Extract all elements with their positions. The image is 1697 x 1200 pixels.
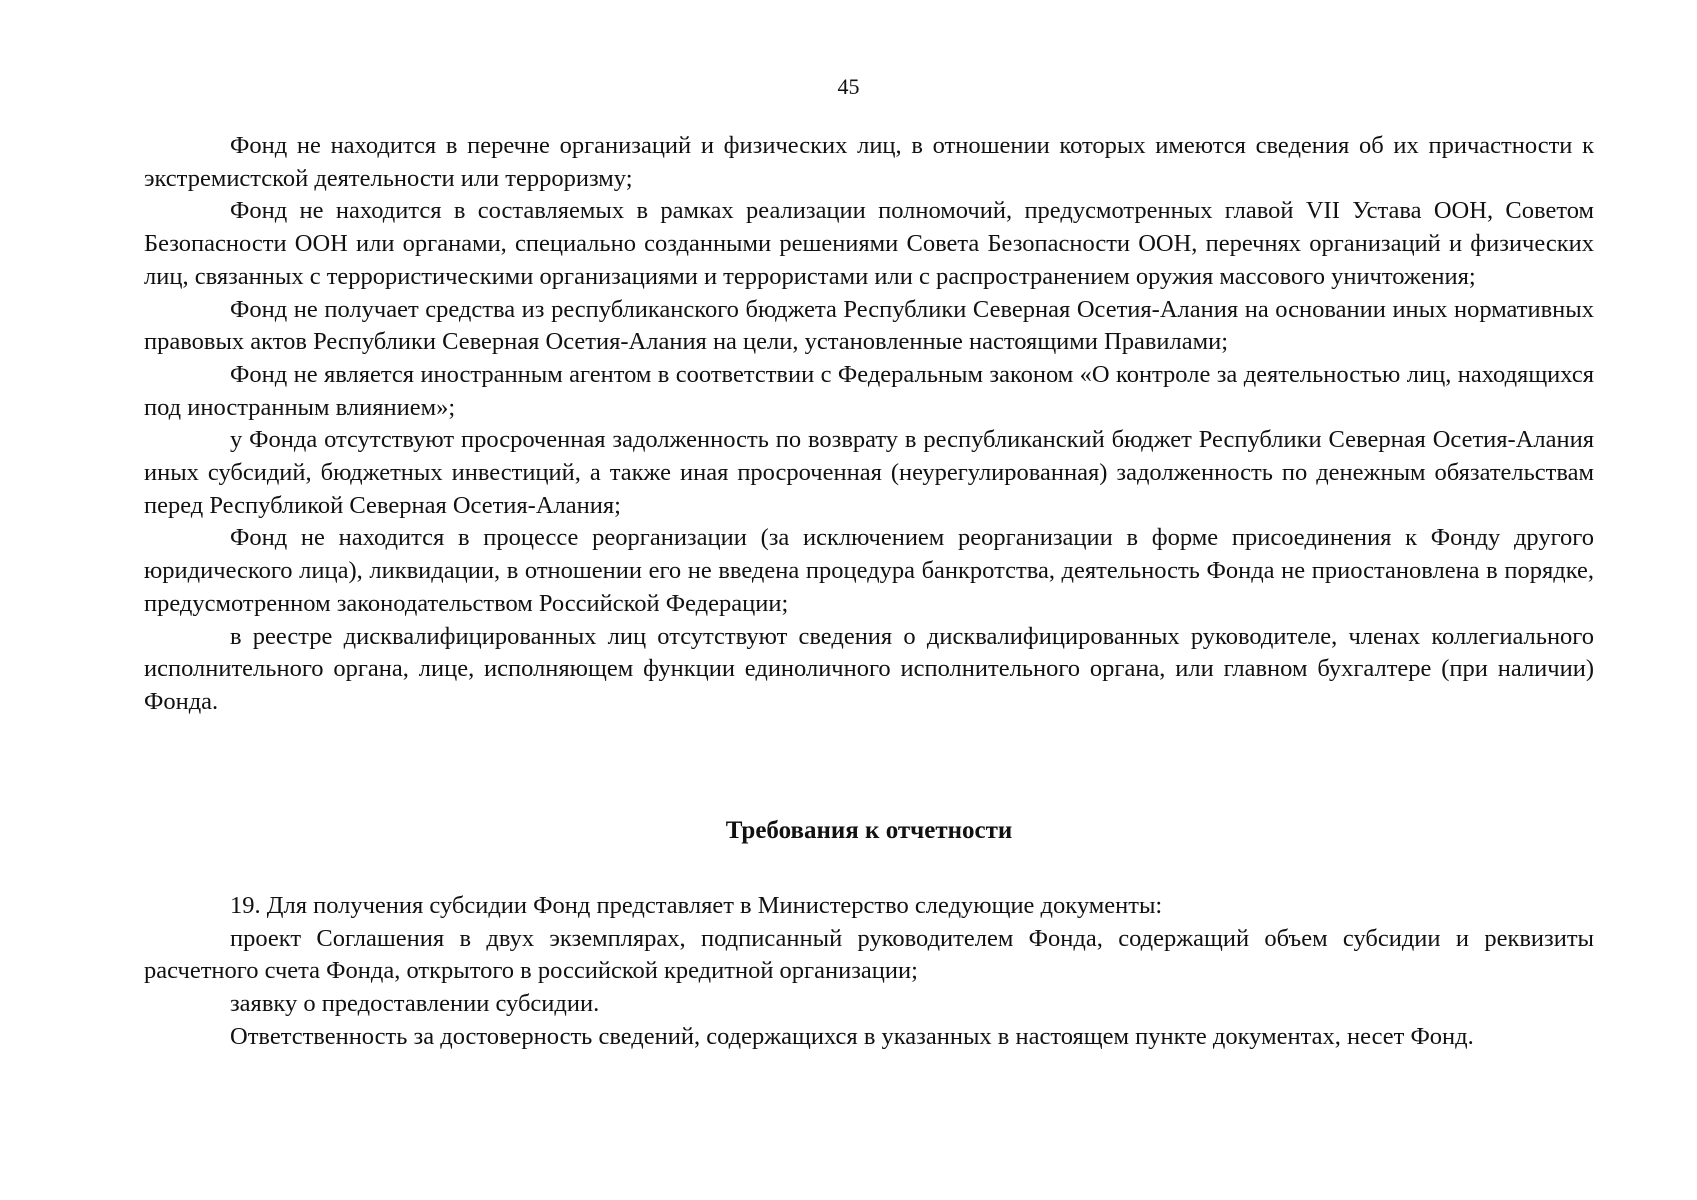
paragraph: Фонд не находится в составляемых в рамках реализации полномочий, предусмотренных главой VII Устава ООН, Советом Безопасности ООН или органами, специально созданными решениями Совета Безопасности ООН, перечнях организаций и физических лиц, связанных с террористическими организациями и террористами или с распространением оружия массового уничтожения; <box>144 197 1594 290</box>
paragraph: проект Соглашения в двух экземплярах, подписанный руководителем Фонда, содержащий объем субсидии и реквизиты расчетного счета Фонда, открытого в российской кредитной организации; <box>144 924 1594 985</box>
paragraph: у Фонда отсутствуют просроченная задолженность по возврату в республиканский бюджет Республики Северная Осетия-Алания иных субсидий, бюджетных инвестиций, а также иная просроченная (неурегулированная) задолженность по денежным обязательствам перед Республикой Северная Осетия-Алания; <box>144 426 1594 519</box>
page-number: 45 <box>837 74 860 99</box>
paragraph: в реестре дисквалифицированных лиц отсутствуют сведения о дисквалифицированных руководителе, членах коллегиального исполнительного органа, лице, исполняющем функции единоличного исполнительного органа, или главном бухгалтере (при наличии) Фонда. <box>144 622 1594 715</box>
paragraph: 19. Для получения субсидии Фонд представляет в Министерство следующие документы: <box>230 892 1163 919</box>
text-block-reporting <box>144 890 1594 1054</box>
paragraph: заявку о предоставлении субсидии. <box>230 990 600 1018</box>
paragraph: Фонд не является иностранным агентом в соответствии с Федеральным законом «О контроле за деятельностью лиц, находящихся под иностранным влиянием»; <box>144 360 1594 421</box>
paragraph: Фонд не находится в перечне организаций и физических лиц, в отношении которых имеются сведения об их причастности к экстремистской деятельности или терроризму; <box>144 132 1594 192</box>
paragraph: Фонд не находится в процессе реорганизации (за исключением реорганизации в форме присоединения к Фонду другого юридического лица), ликвидации, в отношении его не введена процедура банкротства, деятельность Фонда не приостановлена в порядке, предусмотренном законодательством Российской Федерации; <box>144 524 1594 617</box>
paragraph: Фонд не получает средства из республиканского бюджета Республики Северная Осетия-Алания на основании иных нормативных правовых актов Республики Северная Осетия-Алания на цели, установленные настоящими Правилами; <box>144 295 1594 356</box>
section-heading: Требования к отчетности <box>725 817 1013 844</box>
text-block-conditions <box>144 130 1594 719</box>
paragraph: Ответственность за достоверность сведений, содержащихся в указанных в настоящем пункте документах, несет Фонд. <box>230 1022 1474 1050</box>
